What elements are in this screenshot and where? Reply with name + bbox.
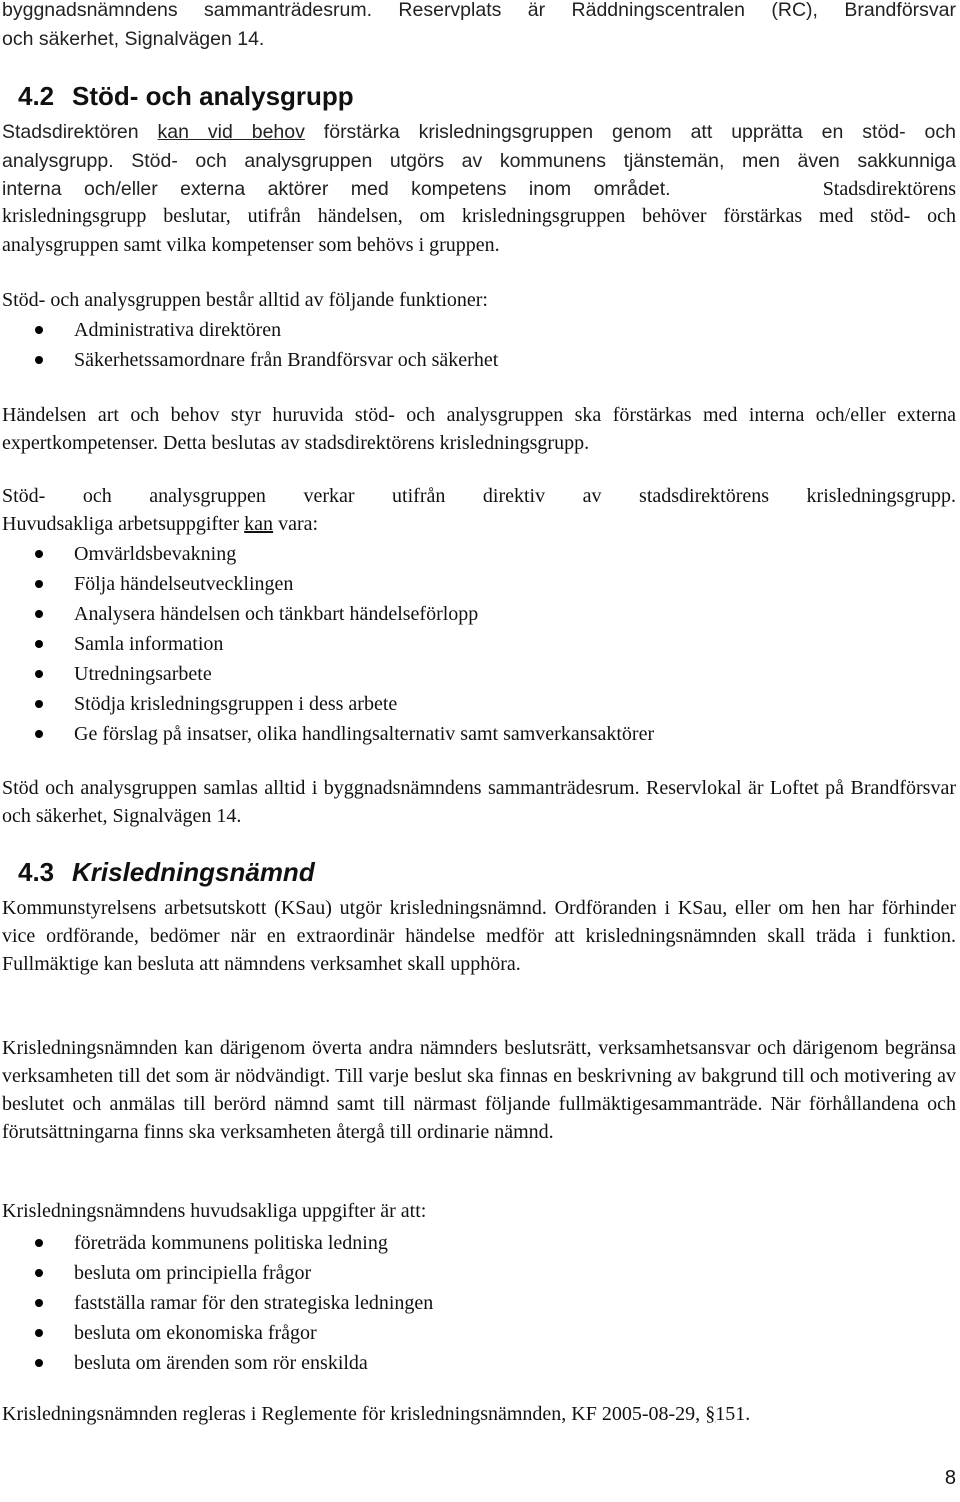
- text-span: Stadsdirektören: [2, 121, 158, 143]
- list-item: [2, 1288, 956, 1318]
- duties-list: [2, 1228, 956, 1378]
- section-title: Krisledningsnämnd: [72, 857, 315, 887]
- paragraph-line: [2, 118, 956, 147]
- list-item: [2, 1318, 956, 1348]
- section-number: 4.3: [18, 857, 55, 887]
- section-4-2-paragraph-1: [2, 118, 956, 204]
- list-item-text: Analysera händelsen och tänkbart händelseförlopp: [74, 603, 479, 625]
- list-item: [2, 539, 956, 569]
- list-item: [2, 345, 956, 375]
- list-item: [2, 569, 956, 599]
- tasks-list: [2, 539, 956, 749]
- list-item-text: besluta om ärenden som rör enskilda: [74, 1352, 368, 1374]
- intro-paragraph: [2, 0, 956, 53]
- bullet-icon: [35, 326, 43, 334]
- bullet-icon: [35, 1329, 43, 1337]
- list-item-text: företräda kommunens politiska ledning: [74, 1232, 388, 1254]
- page-number: 8: [944, 1467, 956, 1489]
- list-item: [2, 659, 956, 689]
- bullet-icon: [35, 640, 43, 648]
- list-item-text: besluta om principiella frågor: [74, 1262, 312, 1284]
- text-span: förstärka krisledningsgruppen genom att upprätta en stöd- och: [304, 121, 956, 143]
- paragraph-line: [2, 175, 956, 204]
- section-number: 4.2: [18, 81, 55, 111]
- bullet-icon: [35, 356, 43, 364]
- bullet-icon: [35, 700, 43, 708]
- emphasis-underline: kan: [244, 513, 274, 535]
- text-span: interna och/eller externa aktörer med kompetens inom området.: [2, 178, 671, 200]
- list-item-text: Administrativa direktören: [74, 319, 282, 341]
- list-item-text: Ge förslag på insatser, olika handlingsalternativ samt samverkansaktörer: [74, 723, 655, 745]
- section-4-2-paragraph-1-continued: krisledningsgrupp beslutar, utifrån händelsen, om krisledningsgruppen behöver förstärkas med stöd- och analysgruppen samt vilka kompetenser som behövs i gruppen.: [2, 205, 956, 256]
- list-item-text: fastställa ramar för den strategiska ledningen: [74, 1292, 434, 1314]
- intro-line-1: byggnadsnämndens sammanträdesrum. Reservplats är Räddningscentralen (RC), Brandförsvar: [2, 0, 956, 21]
- list-item-text: besluta om ekonomiska frågor: [74, 1322, 317, 1344]
- list-item: [2, 719, 956, 749]
- bullet-icon: [35, 580, 43, 588]
- section-4-2-paragraph-3: Händelsen art och behov styr huruvida stöd- och analysgruppen ska förstärkas med interna och/eller externa expertkompetenser. Detta beslutas av stadsdirektörens krisledningsgrupp.: [2, 404, 956, 454]
- list-item-text: Omvärldsbevakning: [74, 543, 237, 565]
- bullet-icon: [35, 550, 43, 558]
- section-4-3-paragraph-4: [2, 1400, 956, 1428]
- section-reference-link[interactable]: §: [705, 1403, 716, 1425]
- list-item: [2, 315, 956, 345]
- text-span: Huvudsakliga arbetsuppgifter: [2, 513, 245, 535]
- list-item: [2, 689, 956, 719]
- section-4-2-paragraph-4: [2, 482, 956, 538]
- list-item-text: Följa händelseutvecklingen: [74, 573, 294, 595]
- list-item-text: Samla information: [74, 633, 224, 655]
- text-span: vara:: [273, 513, 319, 535]
- section-title: Stöd- och analysgrupp: [72, 81, 354, 111]
- bullet-icon: [35, 670, 43, 678]
- paragraph-line: analysgrupp. Stöd- och analysgruppen utgörs av kommunens tjänstemän, men även sakkunniga: [2, 149, 956, 172]
- bullet-icon: [35, 1359, 43, 1367]
- list-item: [2, 1258, 956, 1288]
- list-item: [2, 1228, 956, 1258]
- emphasis-underline: kan vid behov: [157, 121, 305, 143]
- paragraph-line: [2, 510, 956, 538]
- section-4-3-paragraph-3: Krisledningsnämndens huvudsakliga uppgifter är att:: [2, 1200, 427, 1222]
- list-item: [2, 1348, 956, 1378]
- bullet-icon: [35, 610, 43, 618]
- bullet-icon: [35, 1239, 43, 1247]
- list-item-text: Stödja krisledningsgruppen i dess arbete: [74, 693, 398, 715]
- section-heading-4-2: [2, 80, 354, 112]
- intro-line-2: och säkerhet, Signalvägen 14.: [2, 27, 265, 50]
- list-item: [2, 599, 956, 629]
- section-4-3-paragraph-1: Kommunstyrelsens arbetsutskott (KSau) utgör krisledningsnämnd. Ordföranden i KSau, eller om hen har förhinder vice ordförande, bedömer när en extraordinär händelse medför att krisledningsnämnden skall träda i funktion. Fullmäktige kan besluta att nämndens verksamhet skall upphöra.: [2, 897, 956, 975]
- list-item-text: Säkerhetssamordnare från Brandförsvar och säkerhet: [74, 349, 499, 371]
- text-span: 151.: [715, 1403, 751, 1425]
- text-span: Krisledningsnämnden regleras i Reglemente för krisledningsnämnden, KF 2005-08-29,: [2, 1403, 706, 1425]
- paragraph-line: Stöd- och analysgruppen verkar utifrån direktiv av stadsdirektörens krisledningsgrupp.: [2, 485, 956, 507]
- functions-intro: Stöd- och analysgruppen består alltid av följande funktioner:: [2, 289, 488, 311]
- section-heading-4-3: [2, 856, 315, 888]
- section-4-3-paragraph-2: Krisledningsnämnden kan därigenom överta andra nämnders beslutsrätt, verksamhetsansvar och därigenom begränsa verksamheten till det som är nödvändigt. Till varje beslut ska finnas en beskrivning av bakgrund till och motivering av beslutet och anmälas till berörd nämnd samt till närmast följande fullmäktigesammanträde. När förhållandena och förutsättningarna finns ska verksamheten återgå till ordinarie nämnd.: [2, 1037, 956, 1143]
- bullet-icon: [35, 730, 43, 738]
- section-4-2-paragraph-5: Stöd och analysgruppen samlas alltid i byggnadsnämndens sammanträdesrum. Reservlokal är Loftet på Brandförsvar och säkerhet, Signalvägen 14.: [2, 777, 956, 827]
- bullet-icon: [35, 1299, 43, 1307]
- list-item: [2, 629, 956, 659]
- list-item-text: Utredningsarbete: [74, 663, 212, 685]
- bullet-icon: [35, 1269, 43, 1277]
- text-span: Stadsdirektörens: [822, 178, 956, 200]
- functions-list: [2, 315, 956, 375]
